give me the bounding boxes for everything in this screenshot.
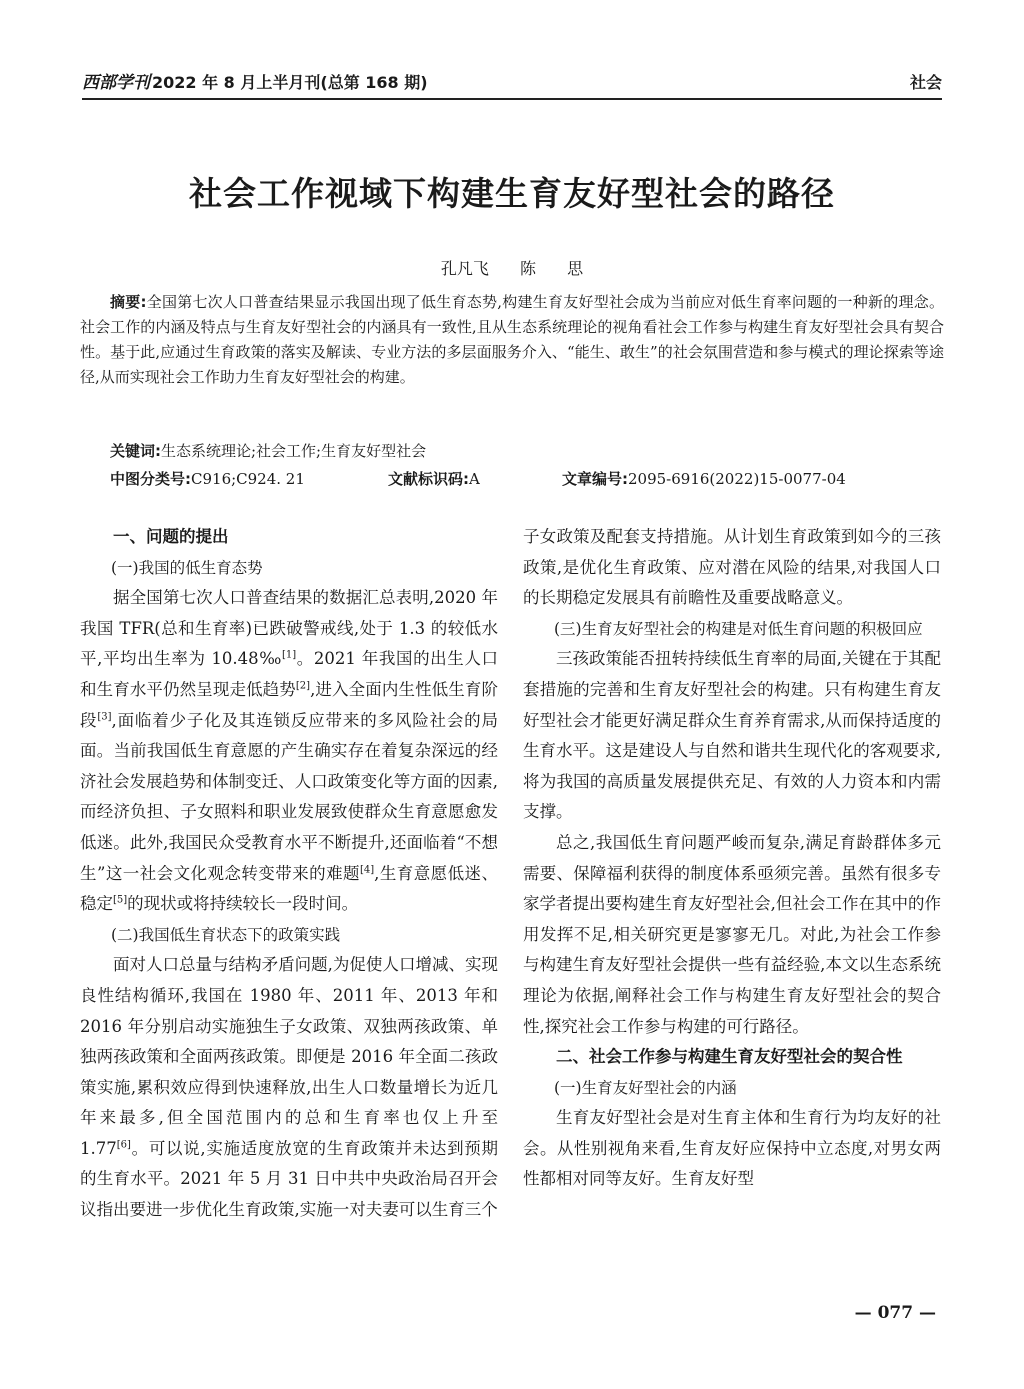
text-run: 。2021 年我国的出生人口和生育水平仍然呈现走低趋势 — [80, 649, 498, 699]
text-run: ,面临着少子化及其连锁反应带来的多风险社会的局面。当前我国低生育意愿的产生确实存在着复杂深远的经济社会发展趋势和体制变迁、人口政策变化等方面的因素,而经济负担、子女照料和职业发展致使群众生育意愿愈发低迷。此外,我国民众受教育水平不断提升,还面临着“不想生”这一社会文化观念转变带来的难题 — [80, 710, 499, 883]
citation-ref: [3] — [97, 711, 112, 723]
paragraph-5: 生育友好型社会是对生育主体和生育行为均友好的社会。从性别视角来看,生育友好应保持中立态度,对男女两性都相对同等友好。生育友好型 — [523, 1108, 941, 1189]
text-run: 的现状或将持续较长一段时间。 — [127, 894, 359, 914]
keywords — [80, 438, 944, 464]
text-run: 据全国第七次人口普查结果的数据汇总表明,2020 年我国 TFR(总和生育率)已跌破警戒线,处于 1.3 的较低水平,平均出生率为 10.48‰ — [80, 588, 498, 669]
subsection-heading-1-1: (一)我国的低生育态势 — [111, 558, 263, 577]
right-column — [523, 522, 941, 1195]
section-heading-1: 一、问题的提出 — [113, 527, 229, 546]
article-title: 社会工作视域下构建生育友好型社会的路径 — [189, 174, 835, 213]
abstract-text: 全国第七次人口普查结果显示我国出现了低生育态势,构建生育友好型社会成为当前应对低生育率问题的一种新的理念。社会工作的内涵及特点与生育友好型社会的内涵具有一致性,且从生态系统理论的视角看社会工作参与构建生育友好型社会具有契合性。基于此,应通过生育政策的落实及解读、专业方法的多层面服务介入、“能生、敢生”的社会氛围营造和参与模式的理论探索等途径,从而实现社会工作助力生育友好型社会的构建。 — [80, 293, 944, 386]
keywords-label: 关键词: — [110, 442, 161, 460]
paragraph-3: 三孩政策能否扭转持续低生育率的局面,关键在于其配套措施的完善和生育友好型社会的构建。只有构建生育友好型社会才能更好满足群众生育养育需求,从而保持适度的生育水平。这是建设人与自然和谐共生现代化的客观要求,将为我国的高质量发展提供充足、有效的人力资本和内需支撑。 — [523, 649, 941, 822]
authors: 孔凡飞 陈 思 — [440, 259, 584, 278]
citation-ref: [6] — [116, 1139, 131, 1151]
text-run: ,进入全面内生性低生育阶段 — [80, 679, 499, 730]
left-column — [80, 522, 498, 1226]
doc-code-group — [388, 466, 562, 492]
page-number: — 077 — — [854, 1303, 936, 1323]
running-header-left — [82, 72, 428, 94]
paragraph-continued: 子女政策及配套支持措施。从计划生育政策到如今的三孩政策,是优化生育政策、应对潜在风险的结果,对我国人口的长期稳定发展具有前瞻性及重要战略意义。 — [523, 527, 941, 608]
doc-code-label: 文献标识码: — [388, 470, 469, 488]
article-number-value: 2095-6916(2022)15-0077-04 — [628, 470, 846, 488]
clc-group — [110, 466, 388, 492]
keywords-text: 生态系统理论;社会工作;生育友好型社会 — [161, 442, 427, 460]
citation-ref: [5] — [113, 894, 128, 906]
clc-label: 中图分类号: — [110, 470, 191, 488]
article-number-label: 文章编号: — [562, 470, 628, 488]
subsection-heading-1-3: (三)生育友好型社会的构建是对低生育问题的积极回应 — [554, 619, 923, 638]
text-run: 。可以说,实施适度放宽的生育政策并未达到预期的生育水平。2021 年 5 月 31 日中共中央政治局召开会议指出要进一步优化生育政策,实施一对夫妻可以生育三个 — [80, 1138, 498, 1220]
subsection-heading-2-1: (一)生育友好型社会的内涵 — [554, 1078, 737, 1097]
paragraph-2 — [80, 950, 498, 1225]
issue-info: 2022 年 8 月上半月刊(总第 168 期) — [152, 73, 428, 92]
text-run: ,生育意愿低迷、稳定 — [80, 863, 499, 914]
abstract-label: 摘要: — [110, 293, 147, 311]
paragraph-4: 总之,我国低生育问题严峻而复杂,满足育龄群体多元需要、保障福利获得的制度体系亟须完善。虽然有很多专家学者提出要构建生育友好型社会,但社会工作在其中的作用发挥不足,相关研究更是寥寥无几。对此,为社会工作参与构建生育友好型社会提供一些有益经验,本文以生态系统理论为依据,阐释社会工作与构建生育友好型社会的契合性,探究社会工作参与构建的可行路径。 — [523, 832, 941, 1036]
section-heading-2: 二、社会工作参与构建生育友好型社会的契合性 — [556, 1047, 903, 1067]
section-name: 社会 — [909, 73, 942, 92]
paragraph-1 — [80, 583, 498, 920]
citation-ref: [4] — [359, 864, 375, 876]
subsection-heading-1-2: (二)我国低生育状态下的政策实践 — [111, 925, 341, 944]
classification-line — [80, 466, 944, 492]
citation-ref: [2] — [295, 680, 311, 692]
text-run: 面对人口总量与结构矛盾问题,为促使人口增减、实现良性结构循环,我国在 1980 年、2011 年、2013 年和 2016 年分别启动实施独生子女政策、双独两孩政策、单独两孩政策和全面两孩政策。即便是 2016 年全面二孩政策实施,累积效应得到快速释放,出生人口数量增长为近几年来最多,但全国范围内的总和生育率也仅上升至 1.77 — [80, 955, 498, 1158]
article-number-group — [562, 466, 846, 492]
citation-ref: [1] — [282, 649, 297, 661]
running-header — [82, 72, 942, 100]
clc-value: C916;C924. 21 — [191, 470, 305, 488]
journal-logo: 西部学刊 — [82, 73, 150, 93]
abstract — [80, 290, 944, 390]
doc-code-value: A — [469, 470, 480, 488]
